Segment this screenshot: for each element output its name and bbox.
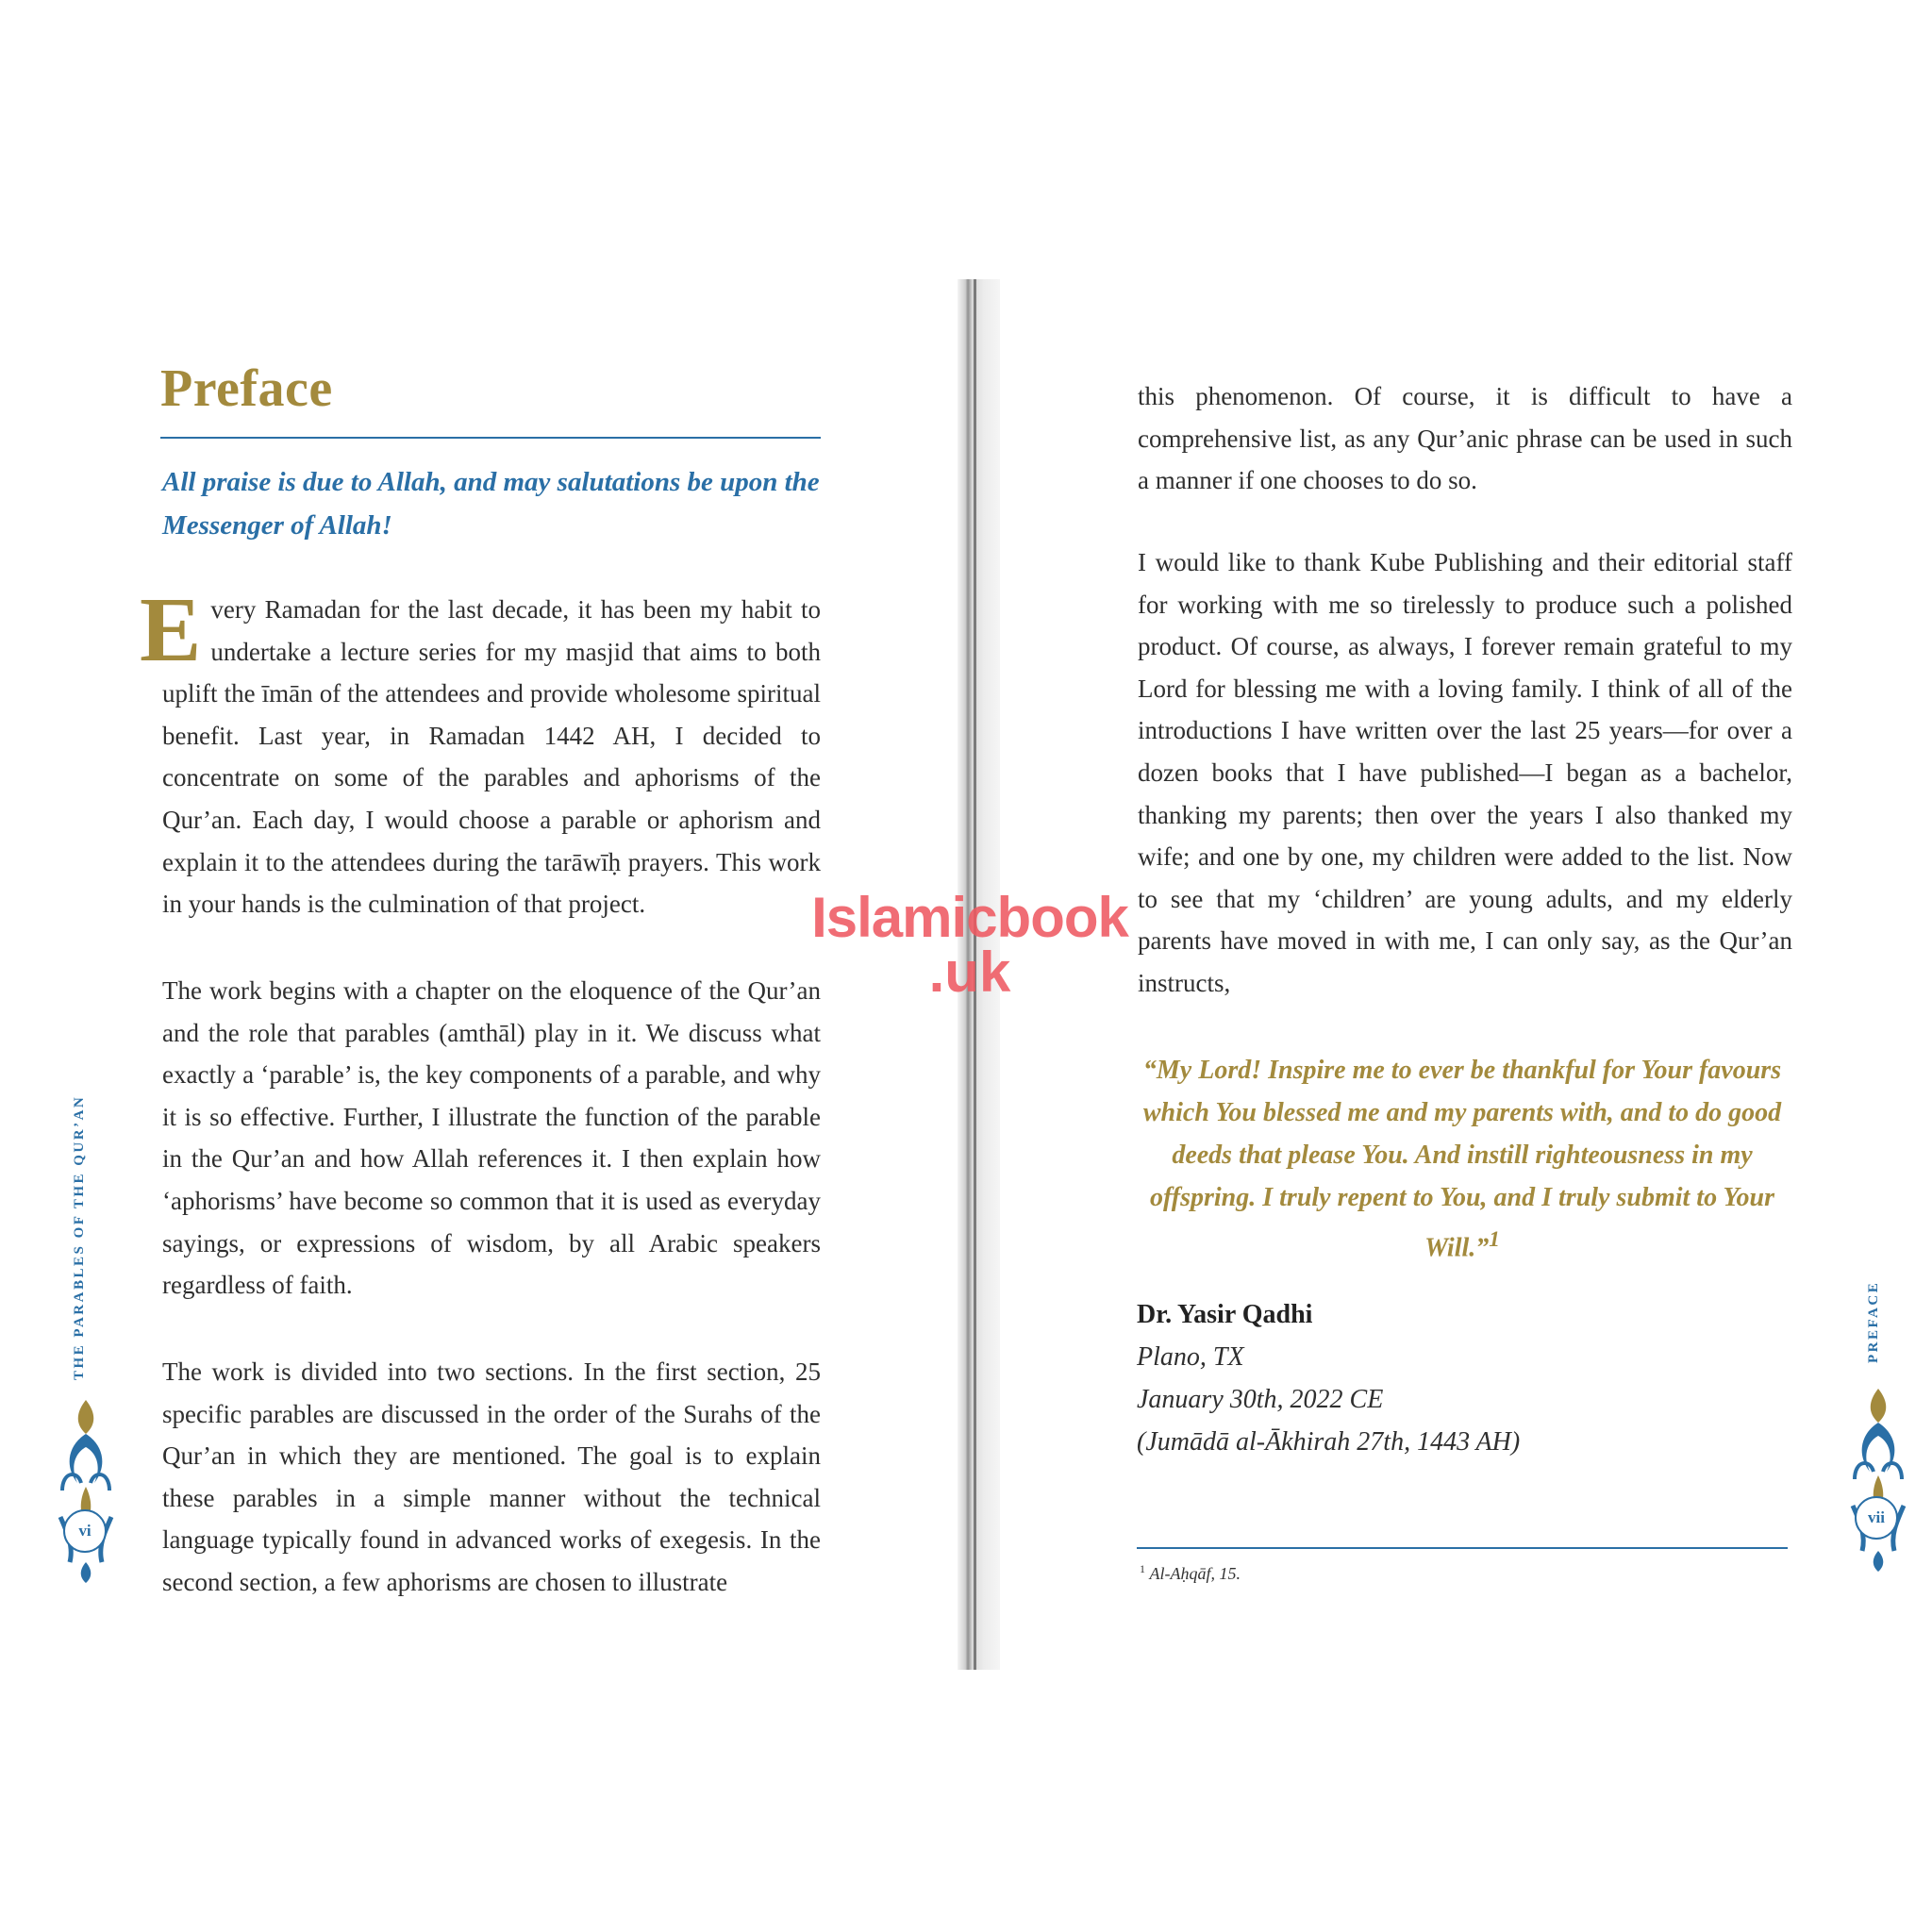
quote-text: “My Lord! Inspire me to ever be thankful for Your favours which You blessed me and my parents with, and to do good deeds that please You. And instill righteousness in my offspring. I truly repent to You, and I truly submit to Your Will.”: [1142, 1056, 1782, 1263]
footnote-text: Al-Aḥqāf, 15.: [1149, 1564, 1241, 1583]
footnote-number: 1: [1140, 1562, 1145, 1575]
paragraph-2: The work begins with a chapter on the eloquence of the Qur’an and the role that parables (amthāl) play in it. We discuss what exactly a ‘parable’ is, the key components of a parable, and why it is so effective. Further, I illustrate the function of the parable in the Qur’an and how Allah references it. I then explain how ‘aphorisms’ have become so common that it is used as everyday sayings, or expressions of wisdom, by all Arabic speakers regardless of faith.: [162, 976, 821, 1300]
author-name: Dr. Yasir Qadhi: [1137, 1300, 1313, 1329]
title-rule: [160, 437, 821, 439]
drop-cap: E: [140, 579, 202, 681]
author-location: Plano, TX: [1137, 1342, 1244, 1372]
running-head-left: THE PARABLES OF THE QUR’AN: [72, 1094, 87, 1380]
watermark: [800, 886, 1140, 1004]
page-number-left: vi: [63, 1509, 107, 1553]
footnote-rule: [1137, 1547, 1788, 1549]
quote-footnote-ref: 1: [1489, 1227, 1500, 1252]
paragraph-1-text: very Ramadan for the last decade, it has been my habit to undertake a lecture series for my masjid that aims to both uplift the īmān of the attendees and provide wholesome spiritual benefit. Last year, in Ramadan 1442 AH, I decided to concentrate on some of the parables and aphorisms of the Qur’an. Each day, I would choose a parable or aphorism and explain it to the attendees during the tarāwīḥ prayers. This work in your hands is the culmination of that project.: [162, 595, 821, 919]
paragraph-3: The work is divided into two sections. In the first section, 25 specific parables are discussed in the order of the Surahs of the Qur’an in which they are mentioned. The goal is to explain these parables in a simple manner without the technical language typically found in advanced works of exegesis. In the second section, a few aphorisms are chosen to illustrate: [162, 1357, 821, 1596]
watermark-line-2: .uk: [928, 941, 1011, 1004]
page-title: Preface: [160, 359, 333, 418]
intro-text: All praise is due to Allah, and may salutations be upon the Messenger of Allah!: [162, 467, 820, 541]
ornament-icon: [1847, 1385, 1909, 1574]
author-hijri-date: (Jumādā al-Ākhirah 27th, 1443 AH): [1137, 1427, 1521, 1457]
paragraph-1: [140, 579, 821, 925]
watermark-line-1: Islamicbook: [811, 886, 1128, 949]
footnote: [1140, 1562, 1241, 1584]
page-number-right: vii: [1855, 1496, 1898, 1540]
author-date: January 30th, 2022 CE: [1137, 1385, 1384, 1414]
paragraph-right-1: this phenomenon. Of course, it is difficult to have a comprehensive list, as any Qur’anic phrase can be used in such a manner if one chooses to do so.: [1138, 382, 1792, 495]
ornament-icon: [55, 1396, 117, 1585]
right-page: [1000, 0, 1932, 1932]
quran-quote: [1141, 1049, 1783, 1269]
running-head-right: PREFACE: [1866, 1280, 1881, 1363]
paragraph-right-2: I would like to thank Kube Publishing and their editorial staff for working with me so tirelessly to produce such a polished product. Of course, as always, I forever remain grateful to my Lord for blessing me with a loving family. I think of all of the introductions I have written over the last 25 years—for over a dozen books that I have published—I began as a bachelor, thanking my parents; then over the years I also thanked my wife; and one by one, my children were added to the list. Now to see that my ‘children’ are young adults, and my elderly parents have moved in with me, I can only say, as the Qur’an instructs,: [1138, 548, 1792, 997]
